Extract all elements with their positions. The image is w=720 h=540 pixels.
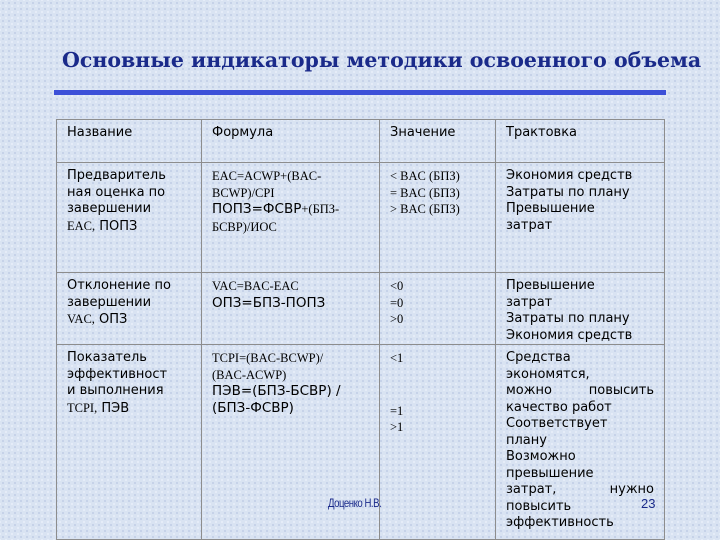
- cell-name: Предваритель ная оценка по завершении EAC, ПОПЗ: [57, 163, 202, 273]
- cell-name: Показатель эффективност и выполнения TCPI, ПЭВ: [57, 345, 202, 540]
- slide-title: Основные индикаторы методики освоенного объема: [62, 48, 702, 72]
- table-row: [57, 345, 665, 540]
- cell-name: Отклонение по завершении VAC, ОПЗ: [57, 273, 202, 345]
- author-footer: Доценко Н.В.: [328, 496, 382, 510]
- cell-interpretation: Средства экономятся, можно повысить качество работ Соответствует плану Возможно превышение затрат, нужно повысить эффективность: [496, 345, 665, 540]
- table-row: [57, 273, 665, 345]
- cell-formula: TCPI=(BAC-BCWP)/ (BAC-ACWP) ПЭВ=(БПЗ-БСВР) / (БПЗ-ФСВР): [202, 345, 380, 540]
- cell-formula: EAC=ACWP+(BAC- BCWP)/CPI ПОПЗ=ФСВР+(БПЗ- БСВР)/ИОС: [202, 163, 380, 273]
- indicators-table: [56, 119, 665, 540]
- cell-interpretation: Превышение затрат Затраты по плану Экономия средств: [496, 273, 665, 345]
- cell-value: < BAC (БПЗ) = BAC (БПЗ) > BAC (БПЗ): [380, 163, 496, 273]
- header-name: Название: [57, 120, 202, 163]
- page-number: 23: [641, 496, 656, 511]
- title-underline: [54, 90, 666, 95]
- cell-value: <0 =0 >0: [380, 273, 496, 345]
- cell-value: <1 =1 >1: [380, 345, 496, 540]
- table-row: [57, 163, 665, 273]
- table-header-row: [57, 120, 665, 163]
- header-interpretation: Трактовка: [496, 120, 665, 163]
- header-formula: Формула: [202, 120, 380, 163]
- cell-interpretation: Экономия средств Затраты по плану Превышение затрат: [496, 163, 665, 273]
- cell-formula: VAC=BAC-EAC ОПЗ=БПЗ-ПОПЗ: [202, 273, 380, 345]
- header-value: Значение: [380, 120, 496, 163]
